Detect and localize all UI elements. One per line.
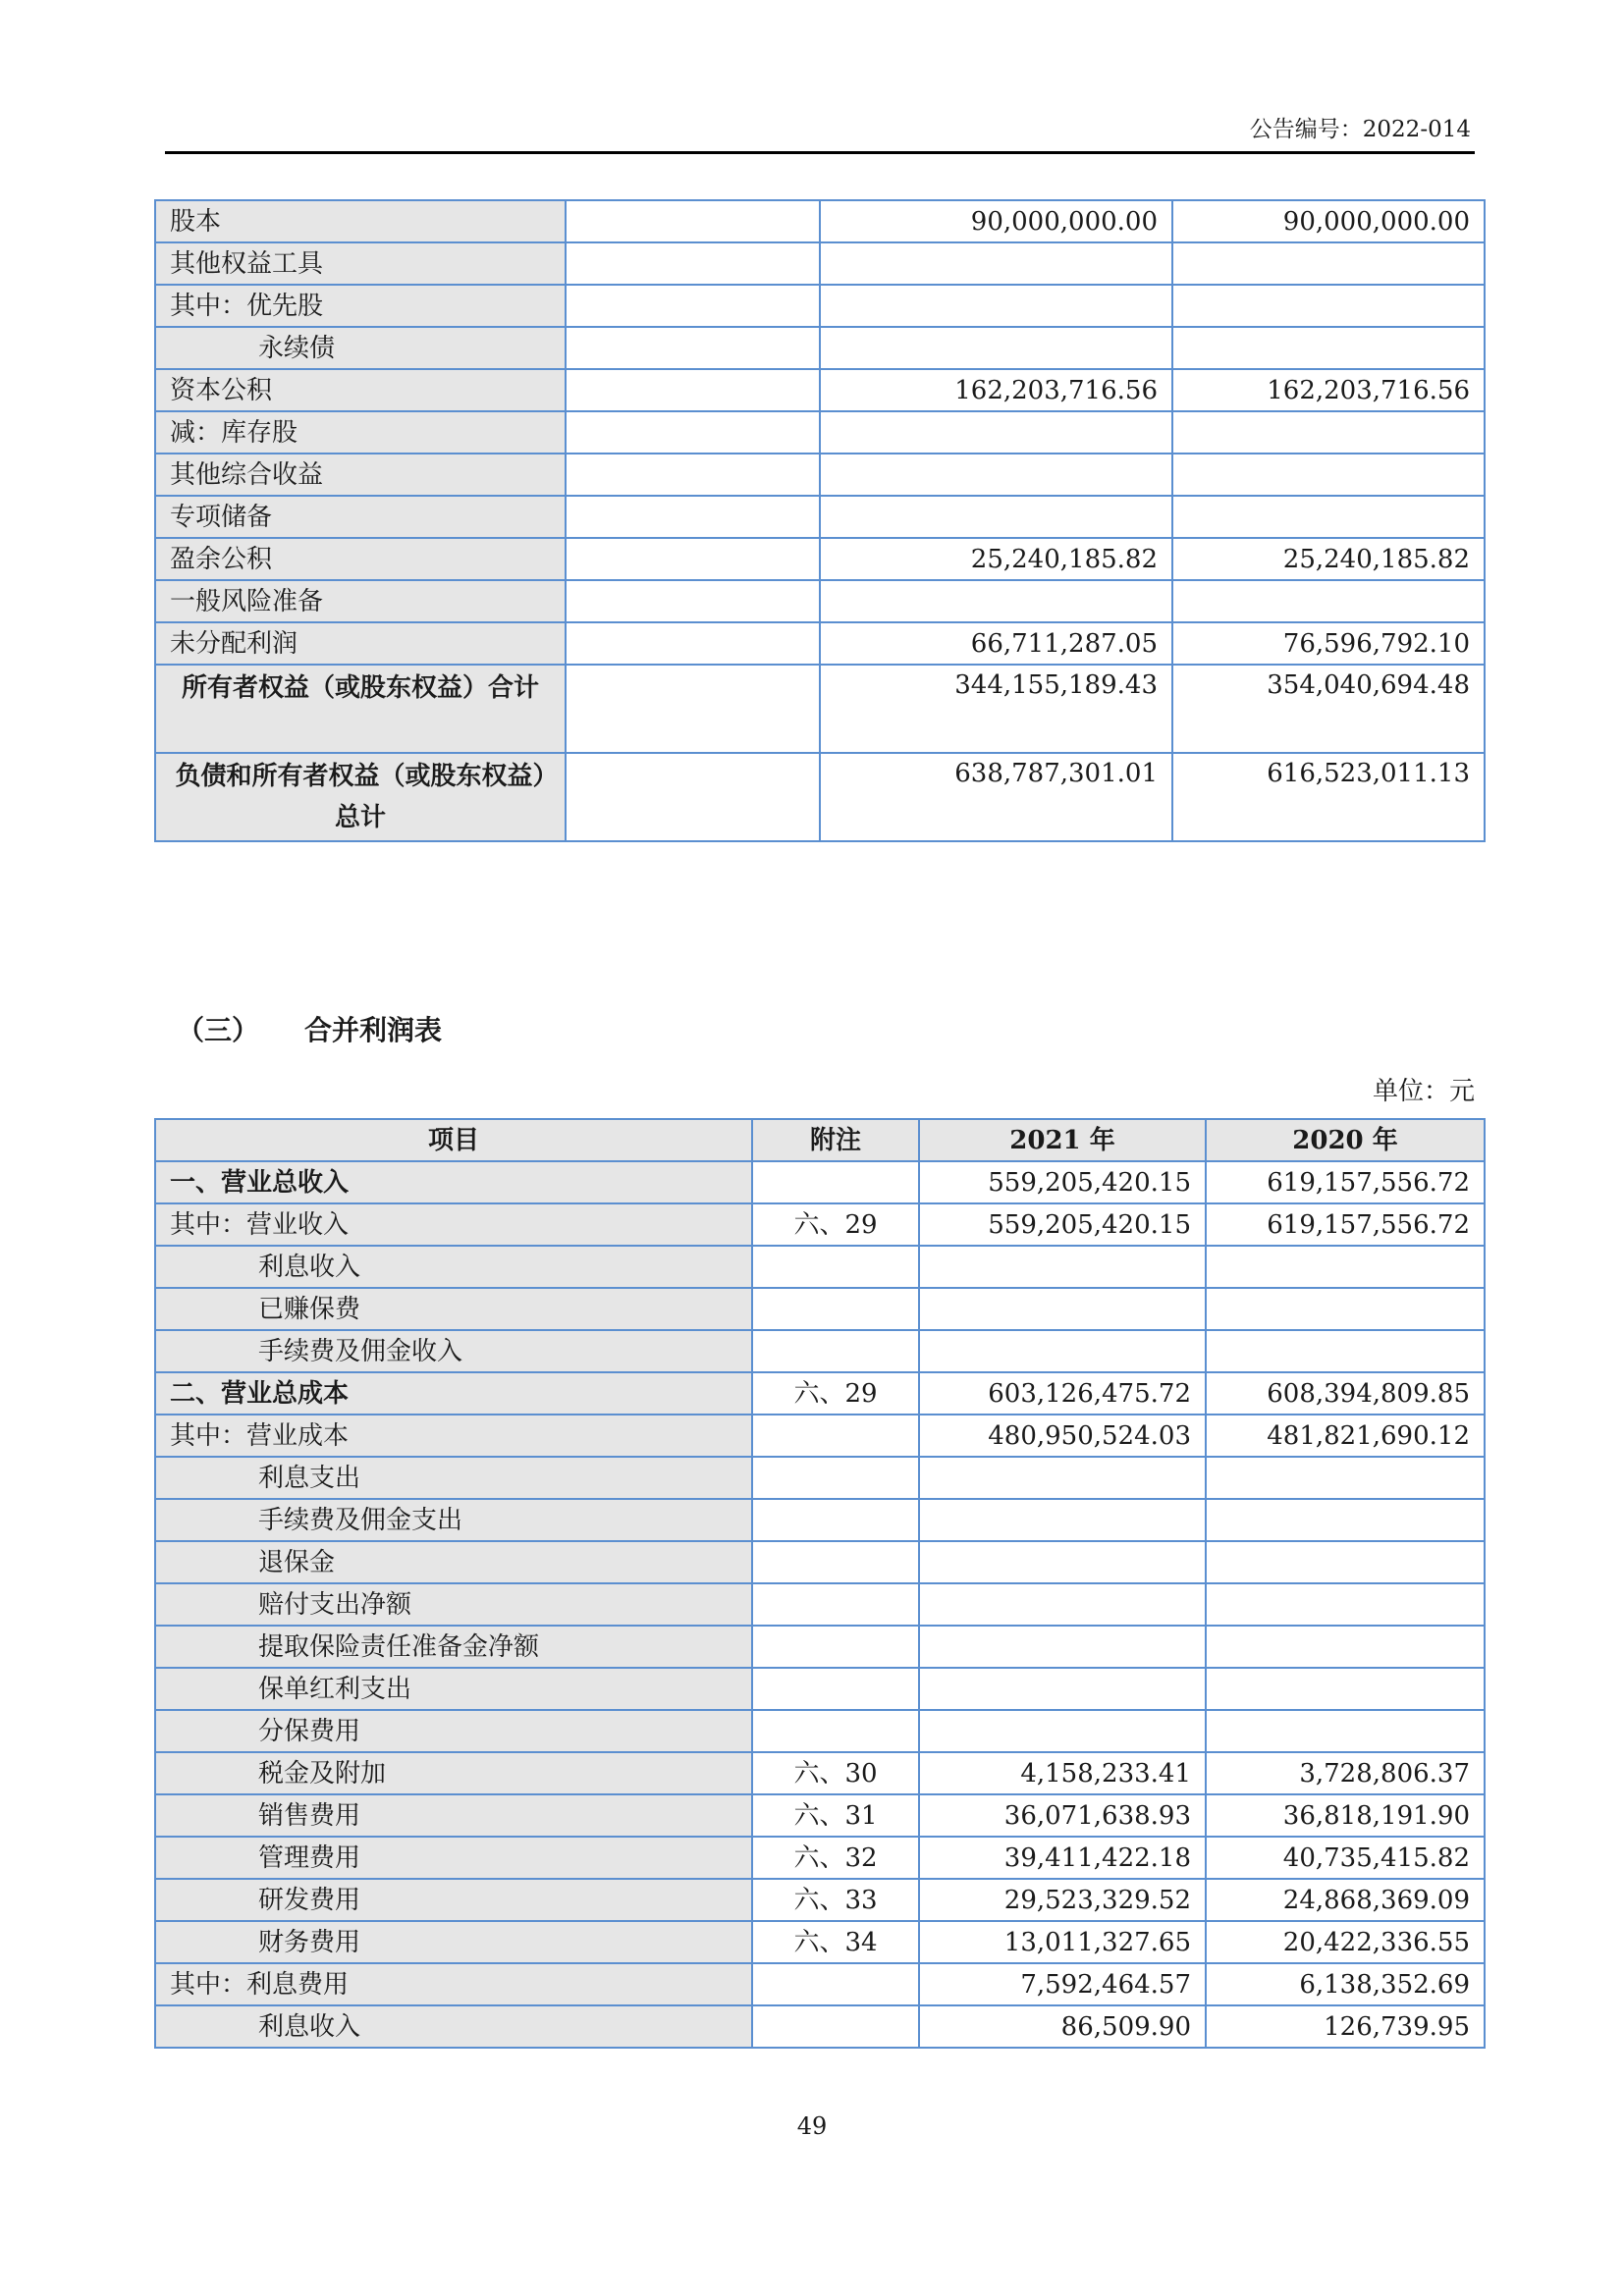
table-row: [155, 1330, 1485, 1372]
value-2020: [1206, 1330, 1485, 1372]
row-label: 减：库存股: [155, 411, 566, 454]
value-2020: 36,818,191.90: [1206, 1794, 1485, 1837]
table-row: [155, 1879, 1485, 1921]
row-label: 利息收入: [155, 2005, 752, 2048]
value-2020: [1206, 1583, 1485, 1626]
value-2020: [1172, 285, 1485, 327]
value-2021: [820, 411, 1172, 454]
row-label: 提取保险责任准备金净额: [155, 1626, 752, 1668]
section-title: 合并利润表: [304, 1014, 443, 1046]
row-note: [566, 454, 820, 496]
value-2020: 481,821,690.12: [1206, 1415, 1485, 1457]
value-2020: [1172, 496, 1485, 538]
row-label: 利息支出: [155, 1457, 752, 1499]
table-row: [155, 1626, 1485, 1668]
row-note: [752, 1668, 919, 1710]
value-2020: [1206, 1457, 1485, 1499]
value-2021: [820, 454, 1172, 496]
row-label: 永续债: [155, 327, 566, 369]
value-2021: 559,205,420.15: [919, 1203, 1206, 1246]
table-row: [155, 242, 1485, 285]
value-2021: 90,000,000.00: [820, 200, 1172, 242]
table-row: [155, 1161, 1485, 1203]
value-2020: 354,040,694.48: [1172, 665, 1485, 753]
value-2021: [820, 580, 1172, 622]
table-row: [155, 1963, 1485, 2005]
table-row: [155, 1794, 1485, 1837]
value-2021: 86,509.90: [919, 2005, 1206, 2048]
column-header-item: 项目: [155, 1119, 752, 1161]
value-2020: 6,138,352.69: [1206, 1963, 1485, 2005]
table-row: [155, 1752, 1485, 1794]
table-row: [155, 1203, 1485, 1246]
column-header-2020: 2020 年: [1206, 1119, 1485, 1161]
row-note: [752, 1288, 919, 1330]
row-note: [566, 327, 820, 369]
value-2021: 559,205,420.15: [919, 1161, 1206, 1203]
value-2021: 7,592,464.57: [919, 1963, 1206, 2005]
value-2020: [1172, 327, 1485, 369]
row-label: 手续费及佣金支出: [155, 1499, 752, 1541]
row-label: 其中：营业成本: [155, 1415, 752, 1457]
row-note: [752, 1583, 919, 1626]
value-2021: [820, 242, 1172, 285]
value-2020: [1172, 242, 1485, 285]
row-label: 手续费及佣金收入: [155, 1330, 752, 1372]
row-note: [566, 538, 820, 580]
table-row: [155, 2005, 1485, 2048]
table-row: [155, 1583, 1485, 1626]
value-2020: 616,523,011.13: [1172, 753, 1485, 841]
value-2021: 66,711,287.05: [820, 622, 1172, 665]
value-2020: 619,157,556.72: [1206, 1203, 1485, 1246]
value-2020: [1206, 1626, 1485, 1668]
value-2021: [919, 1246, 1206, 1288]
table-header-row: [155, 1119, 1485, 1161]
row-label: 所有者权益（或股东权益）合计: [155, 665, 566, 753]
table-row: [155, 1288, 1485, 1330]
value-2020: 40,735,415.82: [1206, 1837, 1485, 1879]
row-note: [752, 1246, 919, 1288]
value-2021: 162,203,716.56: [820, 369, 1172, 411]
announcement-number: 公告编号：2022-014: [1249, 117, 1471, 142]
row-label: 其他综合收益: [155, 454, 566, 496]
row-label: 盈余公积: [155, 538, 566, 580]
row-label: 一般风险准备: [155, 580, 566, 622]
row-note: 六、31: [752, 1794, 919, 1837]
row-note: 六、29: [752, 1372, 919, 1415]
row-label: 分保费用: [155, 1710, 752, 1752]
row-label: 管理费用: [155, 1837, 752, 1879]
row-note: [566, 242, 820, 285]
value-2020: 162,203,716.56: [1172, 369, 1485, 411]
table-row: [155, 411, 1485, 454]
value-2021: 344,155,189.43: [820, 665, 1172, 753]
row-label: 赔付支出净额: [155, 1583, 752, 1626]
value-2020: [1206, 1288, 1485, 1330]
row-note: [566, 411, 820, 454]
value-2021: 36,071,638.93: [919, 1794, 1206, 1837]
table-row: [155, 496, 1485, 538]
value-2020: 24,868,369.09: [1206, 1879, 1485, 1921]
row-note: [752, 1499, 919, 1541]
row-label: 销售费用: [155, 1794, 752, 1837]
row-note: [752, 1161, 919, 1203]
row-note: [566, 665, 820, 753]
row-note: 六、33: [752, 1879, 919, 1921]
value-2021: 13,011,327.65: [919, 1921, 1206, 1963]
row-note: [566, 285, 820, 327]
row-note: [566, 580, 820, 622]
row-note: [752, 1457, 919, 1499]
row-note: [566, 496, 820, 538]
row-note: [752, 1415, 919, 1457]
row-label: 已赚保费: [155, 1288, 752, 1330]
value-2021: [919, 1499, 1206, 1541]
table-row: [155, 622, 1485, 665]
value-2021: [919, 1541, 1206, 1583]
table-row: [155, 369, 1485, 411]
row-label: 资本公积: [155, 369, 566, 411]
table-row: [155, 1499, 1485, 1541]
value-2020: 126,739.95: [1206, 2005, 1485, 2048]
table-row: [155, 1668, 1485, 1710]
table-row: [155, 1541, 1485, 1583]
row-note: [752, 1541, 919, 1583]
table-row: [155, 1372, 1485, 1415]
value-2020: 3,728,806.37: [1206, 1752, 1485, 1794]
page-number: 49: [796, 2112, 828, 2140]
value-2020: 25,240,185.82: [1172, 538, 1485, 580]
row-label: 税金及附加: [155, 1752, 752, 1794]
row-note: [566, 753, 820, 841]
value-2021: [919, 1583, 1206, 1626]
table-row: [155, 1415, 1485, 1457]
value-2021: 4,158,233.41: [919, 1752, 1206, 1794]
table-row: [155, 200, 1485, 242]
row-note: [752, 1963, 919, 2005]
row-label: 其中：优先股: [155, 285, 566, 327]
value-2020: 76,596,792.10: [1172, 622, 1485, 665]
row-label: 负债和所有者权益（或股东权益）总计: [155, 753, 566, 841]
value-2021: [919, 1288, 1206, 1330]
row-label: 研发费用: [155, 1879, 752, 1921]
value-2021: [820, 285, 1172, 327]
value-2020: [1206, 1668, 1485, 1710]
value-2020: 619,157,556.72: [1206, 1161, 1485, 1203]
value-2020: [1206, 1499, 1485, 1541]
value-2021: 638,787,301.01: [820, 753, 1172, 841]
value-2020: 608,394,809.85: [1206, 1372, 1485, 1415]
value-2021: [820, 496, 1172, 538]
value-2020: 20,422,336.55: [1206, 1921, 1485, 1963]
row-note: [752, 2005, 919, 2048]
row-note: [566, 369, 820, 411]
value-2020: [1172, 454, 1485, 496]
table-row: [155, 665, 1485, 753]
row-note: 六、32: [752, 1837, 919, 1879]
value-2020: 90,000,000.00: [1172, 200, 1485, 242]
value-2021: 480,950,524.03: [919, 1415, 1206, 1457]
table-row: [155, 1837, 1485, 1879]
row-label: 股本: [155, 200, 566, 242]
row-note: [752, 1710, 919, 1752]
value-2021: 603,126,475.72: [919, 1372, 1206, 1415]
value-2021: 25,240,185.82: [820, 538, 1172, 580]
table-row: [155, 538, 1485, 580]
value-2020: [1206, 1246, 1485, 1288]
unit-label: 单位：元: [1372, 1077, 1475, 1106]
row-note: 六、34: [752, 1921, 919, 1963]
row-label: 二、营业总成本: [155, 1372, 752, 1415]
balance-sheet-table: [154, 199, 1486, 842]
row-label: 退保金: [155, 1541, 752, 1583]
value-2021: [820, 327, 1172, 369]
row-note: 六、30: [752, 1752, 919, 1794]
value-2021: [919, 1626, 1206, 1668]
value-2021: [919, 1330, 1206, 1372]
column-header-2021: 2021 年: [919, 1119, 1206, 1161]
row-label: 其他权益工具: [155, 242, 566, 285]
row-label: 利息收入: [155, 1246, 752, 1288]
value-2020: [1206, 1541, 1485, 1583]
table-row: [155, 327, 1485, 369]
row-label: 财务费用: [155, 1921, 752, 1963]
row-note: [566, 200, 820, 242]
income-statement-table: [154, 1118, 1486, 2049]
table-row: [155, 1710, 1485, 1752]
table-row: [155, 1457, 1485, 1499]
row-label: 其中：营业收入: [155, 1203, 752, 1246]
table-row: [155, 1246, 1485, 1288]
table-row: [155, 285, 1485, 327]
section-number: （三）: [177, 1014, 260, 1046]
value-2021: [919, 1457, 1206, 1499]
value-2021: 39,411,422.18: [919, 1837, 1206, 1879]
column-header-note: 附注: [752, 1119, 919, 1161]
row-note: 六、29: [752, 1203, 919, 1246]
value-2021: 29,523,329.52: [919, 1879, 1206, 1921]
value-2020: [1172, 411, 1485, 454]
row-label: 一、营业总收入: [155, 1161, 752, 1203]
row-note: [752, 1330, 919, 1372]
row-label: 未分配利润: [155, 622, 566, 665]
row-label: 保单红利支出: [155, 1668, 752, 1710]
value-2021: [919, 1668, 1206, 1710]
value-2020: [1206, 1710, 1485, 1752]
row-label: 其中：利息费用: [155, 1963, 752, 2005]
value-2020: [1172, 580, 1485, 622]
row-label: 专项储备: [155, 496, 566, 538]
table-row: [155, 454, 1485, 496]
table-row: [155, 1921, 1485, 1963]
table-row: [155, 753, 1485, 841]
table-row: [155, 580, 1485, 622]
row-note: [752, 1626, 919, 1668]
page-header: [165, 116, 1475, 154]
value-2021: [919, 1710, 1206, 1752]
row-note: [566, 622, 820, 665]
section-heading: [177, 1013, 442, 1048]
